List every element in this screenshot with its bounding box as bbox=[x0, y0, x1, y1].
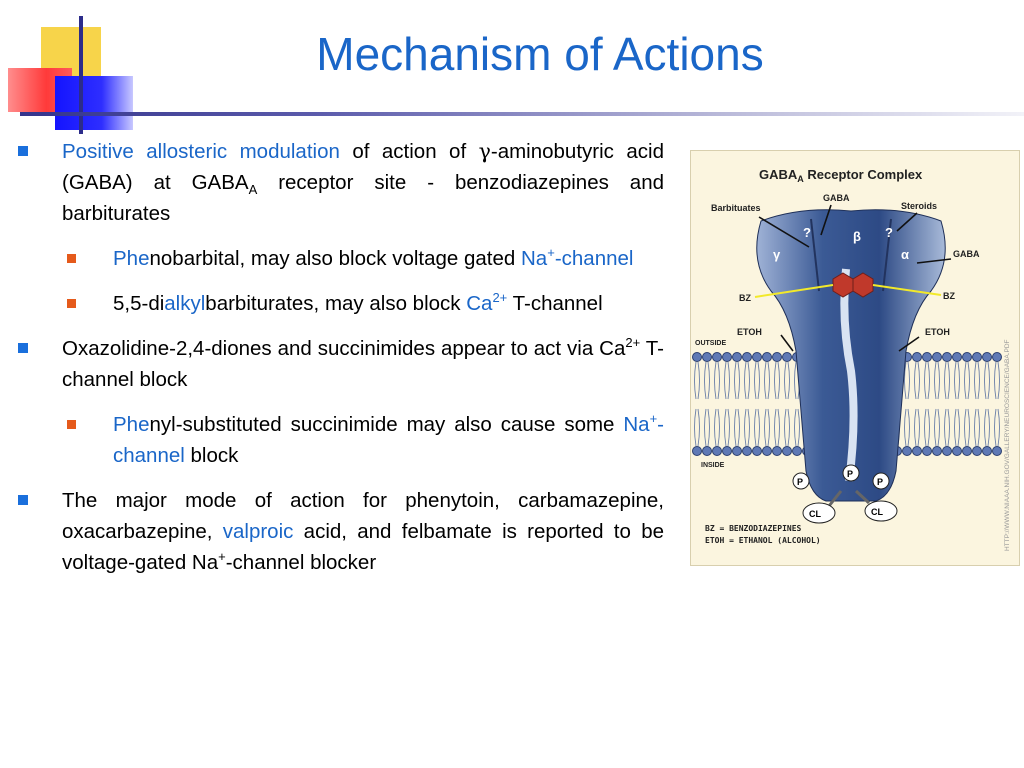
lipid-head bbox=[733, 353, 742, 362]
lipid-tail bbox=[985, 362, 990, 399]
bz-right-label: BZ bbox=[943, 291, 955, 301]
gamma-label: γ bbox=[773, 247, 781, 262]
lipid-tail bbox=[755, 409, 760, 446]
superscript: + bbox=[649, 411, 658, 427]
p-label: P bbox=[877, 477, 884, 487]
superscript: 2+ bbox=[492, 290, 508, 306]
lipid-head bbox=[773, 353, 782, 362]
slide-title: Mechanism of Actions bbox=[316, 28, 764, 80]
lipid-head bbox=[723, 353, 732, 362]
lipid-tail bbox=[695, 362, 700, 399]
highlight-text: Phe bbox=[113, 413, 150, 436]
outside-label: OUTSIDE bbox=[695, 340, 727, 347]
bullet-text: block bbox=[184, 444, 239, 467]
question-label: ? bbox=[803, 225, 811, 240]
lipid-head bbox=[903, 447, 912, 456]
lipid-head bbox=[773, 447, 782, 456]
lipid-tail bbox=[975, 409, 980, 446]
lipid-tail bbox=[975, 362, 980, 399]
bullet-text: The major mode of action for phenytoin, carbamazepine, oxacarbazepine, bbox=[62, 489, 664, 543]
lipid-head bbox=[953, 447, 962, 456]
lipid-tail bbox=[955, 362, 960, 399]
cl-label: CL bbox=[809, 509, 821, 519]
gaba-top-label: GABA bbox=[823, 193, 850, 203]
lipid-tail bbox=[695, 409, 700, 446]
legend-bz: BZ = BENZODIAZEPINES bbox=[705, 524, 802, 533]
lipid-tail bbox=[715, 409, 720, 446]
square-bullet-icon bbox=[18, 146, 28, 156]
bullet-text: Oxazolidine-2,4-diones and succinimides appear to act via Ca bbox=[62, 337, 626, 360]
legend-etoh: ETOH = ETHANOL (ALCOHOL) bbox=[705, 536, 821, 545]
lipid-tail bbox=[725, 362, 730, 399]
lipid-tail bbox=[775, 409, 780, 446]
lipid-head bbox=[973, 447, 982, 456]
sub-bullet-item bbox=[18, 288, 664, 319]
cl-label: CL bbox=[871, 507, 883, 517]
lipid-head bbox=[983, 353, 992, 362]
highlight-text: -channel bbox=[113, 413, 664, 467]
figure-title: $GABA_A$ Receptor Complex bbox=[759, 167, 923, 184]
lipid-tail bbox=[955, 409, 960, 446]
lipid-tail bbox=[905, 409, 910, 446]
lipid-tail bbox=[965, 362, 970, 399]
lipid-head bbox=[913, 447, 922, 456]
bullet-text: receptor site - benzodiazepines and barbiturates bbox=[62, 171, 664, 225]
highlight-text: valproic bbox=[222, 520, 294, 543]
lipid-tail bbox=[765, 409, 770, 446]
bullet-list bbox=[18, 136, 664, 592]
bullet-text: T-channel bbox=[507, 292, 603, 315]
logo-vertical-line bbox=[79, 16, 83, 134]
lipid-tail bbox=[925, 362, 930, 399]
lipid-tail bbox=[915, 409, 920, 446]
lipid-head bbox=[763, 353, 772, 362]
bullet-text: of action of bbox=[339, 140, 479, 163]
lipid-tail bbox=[965, 409, 970, 446]
lipid-tail bbox=[745, 409, 750, 446]
lipid-tail bbox=[785, 362, 790, 399]
lipid-head bbox=[733, 447, 742, 456]
bullet-text: nyl-substituted succinimide may also cause some bbox=[149, 413, 624, 436]
lipid-head bbox=[963, 447, 972, 456]
highlight-text: Ca bbox=[466, 292, 493, 315]
sub-bullet-item bbox=[18, 243, 664, 274]
highlight-text: -channel bbox=[554, 247, 634, 270]
lipid-tail bbox=[935, 409, 940, 446]
lipid-tail bbox=[945, 409, 950, 446]
beta-label: β bbox=[853, 229, 861, 244]
title-divider bbox=[20, 112, 1024, 116]
bullet-text: T-channel block bbox=[62, 337, 665, 391]
lipid-tail bbox=[785, 409, 790, 446]
lipid-tail bbox=[745, 362, 750, 399]
square-subbullet-icon bbox=[67, 420, 76, 429]
lipid-head bbox=[783, 447, 792, 456]
lipid-head bbox=[973, 353, 982, 362]
bullet-text: -aminobutyric acid (GABA) at GABA bbox=[62, 140, 664, 194]
superscript: + bbox=[547, 245, 555, 261]
lipid-head bbox=[953, 353, 962, 362]
square-bullet-icon bbox=[18, 343, 28, 353]
gaba-right-label: GABA bbox=[953, 249, 980, 259]
lipid-head bbox=[743, 447, 752, 456]
bullet-item bbox=[18, 333, 664, 395]
alpha-label: α bbox=[901, 247, 909, 262]
p-label: P bbox=[797, 477, 804, 487]
lipid-head bbox=[993, 447, 1002, 456]
lipid-head bbox=[983, 447, 992, 456]
lipid-head bbox=[753, 353, 762, 362]
bullet-item bbox=[18, 136, 664, 229]
lipid-tail bbox=[915, 362, 920, 399]
gaba-receptor-diagram bbox=[690, 150, 1020, 566]
etoh-left-label: ETOH bbox=[737, 327, 762, 337]
highlight-text: Phe bbox=[113, 247, 150, 270]
lipid-tail bbox=[705, 362, 710, 399]
bullet-text: barbiturates, may also block bbox=[205, 292, 467, 315]
lipid-tail bbox=[995, 409, 1000, 446]
lipid-head bbox=[723, 447, 732, 456]
gamma-symbol: γ bbox=[478, 139, 491, 163]
square-bullet-icon bbox=[18, 495, 28, 505]
inside-label: INSIDE bbox=[701, 462, 725, 469]
bz-left-label: BZ bbox=[739, 293, 751, 303]
source-url: HTTP://WWW.NIAAA.NIH.GOV/GALLERY/NEUROSCIENCE/GABA.PDF bbox=[1004, 339, 1011, 551]
lipid-tail bbox=[905, 362, 910, 399]
square-subbullet-icon bbox=[67, 299, 76, 308]
bullet-text: 5,5-di bbox=[113, 292, 165, 315]
lipid-head bbox=[713, 447, 722, 456]
square-subbullet-icon bbox=[67, 254, 76, 263]
lipid-tail bbox=[795, 409, 800, 446]
lipid-head bbox=[703, 353, 712, 362]
barbituates-label: Barbituates bbox=[711, 203, 761, 213]
lipid-tail bbox=[925, 409, 930, 446]
superscript: 2+ bbox=[625, 335, 641, 351]
lipid-head bbox=[963, 353, 972, 362]
highlight-text: Na bbox=[623, 413, 650, 436]
lipid-tail bbox=[985, 409, 990, 446]
lipid-tail bbox=[765, 362, 770, 399]
lipid-tail bbox=[735, 409, 740, 446]
question-label: ? bbox=[885, 225, 893, 240]
lipid-tail bbox=[775, 362, 780, 399]
lipid-head bbox=[793, 447, 802, 456]
lipid-tail bbox=[715, 362, 720, 399]
lipid-tail bbox=[755, 362, 760, 399]
lipid-head bbox=[693, 353, 702, 362]
lipid-head bbox=[923, 353, 932, 362]
lipid-tail bbox=[935, 362, 940, 399]
highlight-text: Positive allosteric modulation bbox=[62, 140, 340, 163]
highlight-text: alkyl bbox=[164, 292, 206, 315]
etoh-right-label: ETOH bbox=[925, 327, 950, 337]
lipid-head bbox=[763, 447, 772, 456]
p-label: P bbox=[847, 469, 854, 479]
logo-blue-square bbox=[55, 76, 133, 130]
lipid-head bbox=[913, 353, 922, 362]
bullet-text: -channel blocker bbox=[225, 551, 377, 574]
lipid-head bbox=[693, 447, 702, 456]
lipid-head bbox=[933, 353, 942, 362]
lipid-tail bbox=[945, 362, 950, 399]
lipid-head bbox=[753, 447, 762, 456]
lipid-tail bbox=[995, 362, 1000, 399]
lipid-tail bbox=[735, 362, 740, 399]
lipid-tail bbox=[705, 409, 710, 446]
steroids-label: Steroids bbox=[901, 201, 938, 211]
lipid-head bbox=[943, 447, 952, 456]
bullet-text: acid, and felbamate is reported to be voltage-gated Na bbox=[62, 520, 664, 574]
bullet-text: nobarbital, may also block voltage gated bbox=[149, 247, 521, 270]
lipid-head bbox=[743, 353, 752, 362]
lipid-head bbox=[943, 353, 952, 362]
sub-bullet-item bbox=[18, 409, 664, 471]
lipid-head bbox=[933, 447, 942, 456]
receptor-svg bbox=[691, 151, 1019, 565]
bullet-item bbox=[18, 485, 664, 578]
superscript: + bbox=[218, 549, 226, 565]
lipid-head bbox=[923, 447, 932, 456]
lipid-head bbox=[993, 353, 1002, 362]
lipid-head bbox=[783, 353, 792, 362]
subscript: A bbox=[248, 182, 258, 198]
highlight-text: Na bbox=[521, 247, 548, 270]
lipid-tail bbox=[725, 409, 730, 446]
lipid-head bbox=[713, 353, 722, 362]
lipid-head bbox=[703, 447, 712, 456]
